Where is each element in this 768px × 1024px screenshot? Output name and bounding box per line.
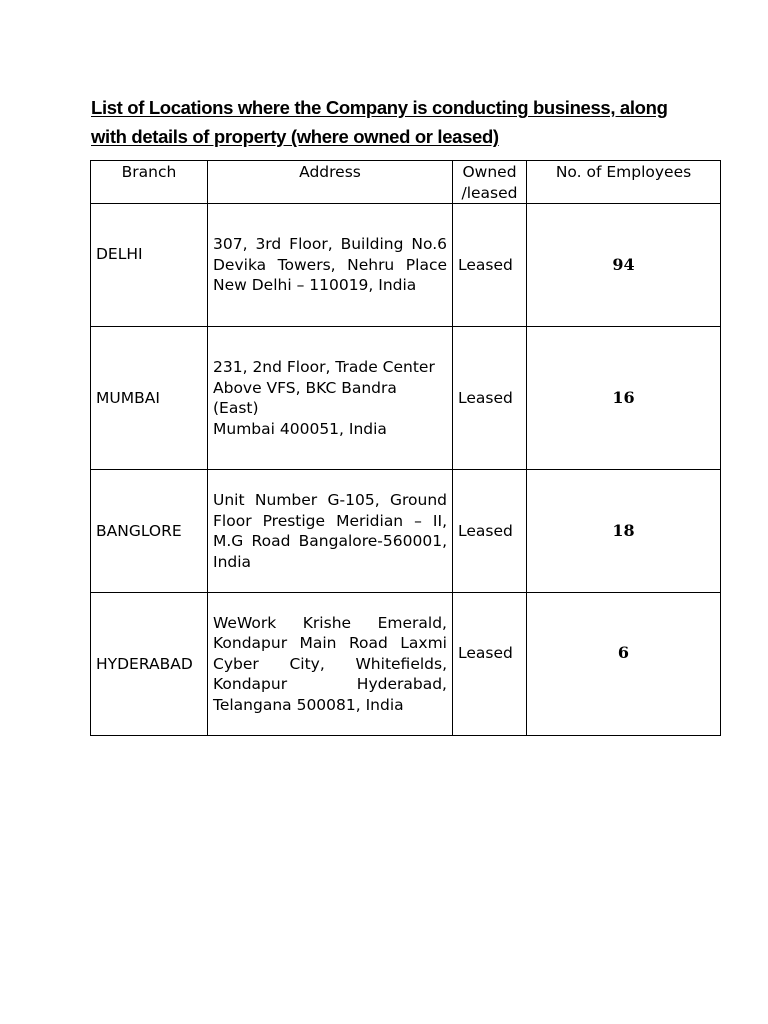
title-line-1: List of Locations where the Company is conducting business, along <box>91 97 668 118</box>
header-address: Address <box>208 161 453 204</box>
address-line: Above VFS, BKC Bandra (East) <box>213 378 397 418</box>
employees-cell <box>527 593 721 736</box>
status-cell: Leased <box>453 470 527 593</box>
table-row <box>91 327 721 470</box>
header-owned-leased: Owned /leased <box>453 161 527 204</box>
table-header-row <box>91 161 721 204</box>
status-text: Leased <box>458 643 513 662</box>
header-employees: No. of Employees <box>527 161 721 204</box>
locations-table <box>90 160 721 736</box>
employees-count: 6 <box>617 642 630 662</box>
status-cell: Leased <box>453 327 527 470</box>
address-cell <box>208 204 453 327</box>
branch-cell: MUMBAI <box>91 327 208 470</box>
address-line: Mumbai 400051, India <box>213 419 387 438</box>
employees-cell: 94 <box>527 204 721 327</box>
title-line-2: with details of property (where owned or leased) <box>91 126 499 147</box>
branch-cell <box>91 204 208 327</box>
address-line: Unit Number G-105, Ground Floor Prestige Meridian – II, M.G Road Bangalore-560001, India <box>213 491 447 571</box>
address-cell <box>208 470 453 593</box>
branch-name: DELHI <box>96 244 143 263</box>
address-cell <box>208 593 453 736</box>
status-cell: Leased <box>453 204 527 327</box>
table-row <box>91 204 721 327</box>
employees-cell: 16 <box>527 327 721 470</box>
document-title <box>91 93 731 151</box>
address-line: WeWork Krishe Emerald, Kondapur Main Road Laxmi Cyber City, Whitefields, Kondapur Hyderabad, Telangana 500081, India <box>213 613 447 715</box>
status-cell <box>453 593 527 736</box>
branch-cell: HYDERABAD <box>91 593 208 736</box>
address-line: 231, 2nd Floor, Trade Center <box>213 358 435 376</box>
table-row <box>91 470 721 593</box>
branch-cell: BANGLORE <box>91 470 208 593</box>
address-line: 307, 3rd Floor, Building No.6 Devika Towers, Nehru Place New Delhi – 110019, India <box>213 235 447 295</box>
employees-cell: 18 <box>527 470 721 593</box>
header-branch: Branch <box>91 161 208 204</box>
table-row <box>91 593 721 736</box>
address-cell <box>208 327 453 470</box>
